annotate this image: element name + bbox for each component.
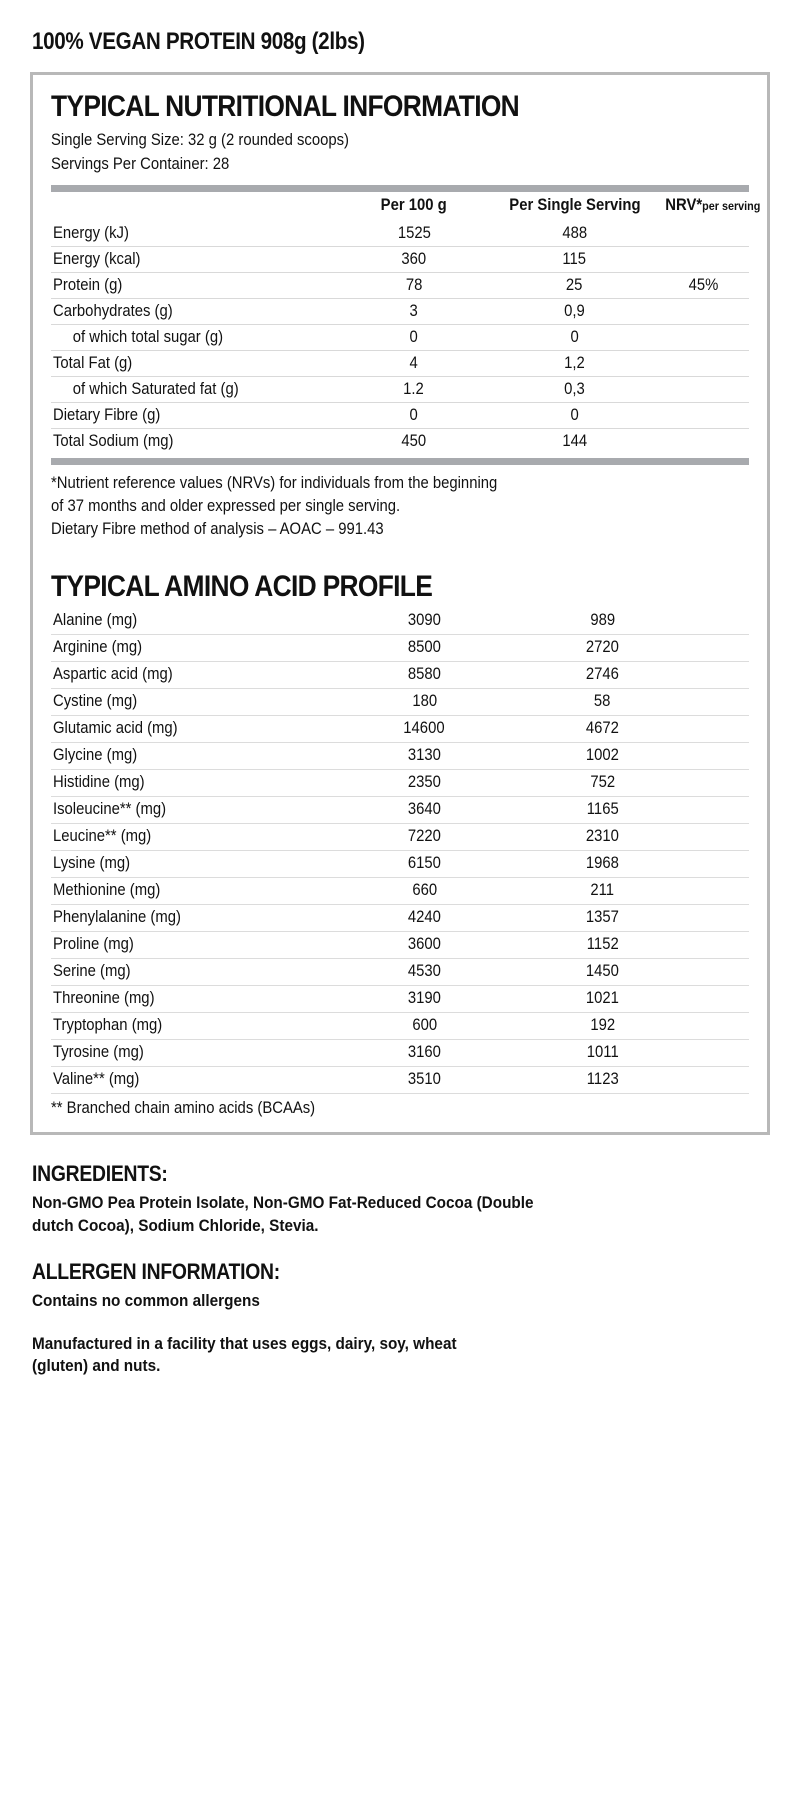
nutrition-panel <box>30 72 770 1135</box>
amino-acid-row-per-serving: 2746 <box>512 661 693 688</box>
nutrition-row-nrv <box>658 351 749 377</box>
amino-acid-row-spacer <box>693 796 749 823</box>
nutrition-row-label: Total Sodium (mg) <box>51 429 337 455</box>
amino-acid-row <box>51 985 749 1012</box>
amino-acid-row <box>51 608 749 635</box>
nutrition-row <box>51 247 749 273</box>
nutritional-information-heading: TYPICAL NUTRITIONAL INFORMATION <box>51 90 520 123</box>
ingredients-heading: INGREDIENTS: <box>32 1160 168 1186</box>
amino-acid-row-spacer <box>693 742 749 769</box>
nutrition-table-header-row <box>51 192 749 221</box>
footnote-line: of 37 months and older expressed per single serving. <box>51 497 401 515</box>
manufacturing-line: Manufactured in a facility that uses eggs, dairy, soy, wheat <box>32 1333 457 1353</box>
nutrition-row-per-100g: 1.2 <box>337 377 491 403</box>
amino-acid-row <box>51 769 749 796</box>
nutrition-row-nrv <box>658 429 749 455</box>
amino-acid-row-label: Serine (mg) <box>51 958 337 985</box>
amino-acid-row-per-serving: 58 <box>512 688 693 715</box>
nutrition-row-label: of which Saturated fat (g) <box>51 377 337 403</box>
nutrition-row-label: of which total sugar (g) <box>51 325 337 351</box>
amino-acid-row-label: Arginine (mg) <box>51 634 337 661</box>
amino-acid-row <box>51 823 749 850</box>
amino-acid-row-per-serving: 2310 <box>512 823 693 850</box>
amino-acid-row-label: Tyrosine (mg) <box>51 1039 337 1066</box>
nutrition-row-label: Total Fat (g) <box>51 351 337 377</box>
amino-acid-row-spacer <box>693 1039 749 1066</box>
amino-acid-row-per-serving: 1152 <box>512 931 693 958</box>
amino-acid-row-per-100g: 4240 <box>337 904 512 931</box>
amino-acid-table-body <box>51 608 749 1093</box>
nutrition-row-nrv <box>658 247 749 273</box>
nutrition-col-per-100g: Per 100 g <box>380 196 447 215</box>
amino-acid-row-per-100g: 3190 <box>337 985 512 1012</box>
nutrition-row-per-100g: 0 <box>337 403 491 429</box>
nutrition-row <box>51 403 749 429</box>
amino-acid-row <box>51 1039 749 1066</box>
nutrition-row-nrv <box>658 403 749 429</box>
amino-acid-row <box>51 661 749 688</box>
nrv-sublabel: per serving <box>702 199 761 214</box>
ingredients-line: dutch Cocoa), Sodium Chloride, Stevia. <box>32 1215 319 1235</box>
amino-acid-row-label: Proline (mg) <box>51 931 337 958</box>
serving-size-line: Single Serving Size: 32 g (2 rounded scoops) <box>51 131 350 150</box>
servings-per-container-line: Servings Per Container: 28 <box>51 154 230 173</box>
ingredients-line: Non-GMO Pea Protein Isolate, Non-GMO Fat-Reduced Cocoa (Double <box>32 1192 534 1212</box>
nutrition-row <box>51 351 749 377</box>
amino-acid-row-label: Threonine (mg) <box>51 985 337 1012</box>
amino-acid-row-per-100g: 8500 <box>337 634 512 661</box>
amino-acid-row <box>51 634 749 661</box>
nutrition-row-per-100g: 3 <box>337 299 491 325</box>
nutrition-row-label: Protein (g) <box>51 273 337 299</box>
amino-acid-row-per-serving: 1165 <box>512 796 693 823</box>
nutrition-table <box>51 192 761 454</box>
amino-acid-row-spacer <box>693 634 749 661</box>
amino-acid-row-per-serving: 1021 <box>512 985 693 1012</box>
nutrition-row <box>51 377 749 403</box>
amino-acid-row-per-serving: 752 <box>512 769 693 796</box>
nutrition-row-per-100g: 4 <box>337 351 491 377</box>
nutrition-row-label: Dietary Fibre (g) <box>51 403 337 429</box>
amino-acid-row-per-100g: 3090 <box>407 611 441 630</box>
nutrition-row <box>51 273 749 299</box>
amino-acid-row-spacer <box>693 608 749 635</box>
amino-acid-row-spacer <box>693 877 749 904</box>
nutrition-table-body <box>51 221 749 454</box>
nutrition-row <box>51 429 749 455</box>
amino-acid-row-label: Phenylalanine (mg) <box>51 904 337 931</box>
nutrition-col-nrv: NRV*per serving <box>665 196 761 215</box>
nutrition-table-bottom-rule <box>51 458 749 465</box>
footnote-line: Dietary Fibre method of analysis – AOAC – 991.43 <box>51 519 384 538</box>
amino-acid-row-spacer <box>693 850 749 877</box>
amino-acid-row-label: Methionine (mg) <box>51 877 337 904</box>
amino-acid-row-label: Glutamic acid (mg) <box>51 715 337 742</box>
nutrition-row-per-100g: 78 <box>337 273 491 299</box>
amino-acid-row-label: Isoleucine** (mg) <box>51 796 337 823</box>
nutrition-row-per-serving: 488 <box>562 224 587 243</box>
amino-acid-row-per-serving: 1968 <box>512 850 693 877</box>
manufacturing-statement <box>32 1333 768 1378</box>
amino-acid-row-spacer <box>693 904 749 931</box>
nutrition-table-top-rule <box>51 185 749 192</box>
amino-acid-row-spacer <box>693 958 749 985</box>
amino-acid-row <box>51 958 749 985</box>
amino-acid-profile-heading: TYPICAL AMINO ACID PROFILE <box>51 569 433 603</box>
amino-acid-row-per-serving: 192 <box>512 1012 693 1039</box>
amino-acid-row-per-serving: 1357 <box>512 904 693 931</box>
amino-acid-row-per-100g: 3600 <box>337 931 512 958</box>
nutrition-row-nrv <box>658 221 749 247</box>
bottom-info-section <box>30 1161 770 1378</box>
amino-acid-row-label: Histidine (mg) <box>51 769 337 796</box>
amino-acid-row-spacer <box>693 985 749 1012</box>
amino-acid-row-per-100g: 3130 <box>337 742 512 769</box>
amino-acid-row-per-100g: 3640 <box>337 796 512 823</box>
amino-acid-table <box>51 608 749 1093</box>
amino-acid-row <box>51 931 749 958</box>
nutrition-col-per-serving: Per Single Serving <box>508 196 641 215</box>
amino-acid-row <box>51 742 749 769</box>
amino-acid-row <box>51 850 749 877</box>
amino-acid-row-per-100g: 8580 <box>337 661 512 688</box>
nutrition-footnotes <box>51 472 749 540</box>
nutrition-row-per-100g: 0 <box>337 325 491 351</box>
amino-acid-row-spacer <box>693 823 749 850</box>
nutrition-row-per-serving: 25 <box>491 273 659 299</box>
footnote-line: *Nutrient reference values (NRVs) for individuals from the beginning <box>51 474 498 493</box>
amino-acid-row-spacer <box>693 688 749 715</box>
amino-acid-row-per-serving: 1011 <box>512 1039 693 1066</box>
nutrition-row-nrv <box>658 299 749 325</box>
nutrition-row-per-serving: 0 <box>491 325 659 351</box>
nutrition-row-per-serving: 0 <box>491 403 659 429</box>
amino-acid-row-spacer <box>693 931 749 958</box>
amino-acid-row-per-100g: 600 <box>337 1012 512 1039</box>
amino-acid-row-spacer <box>693 769 749 796</box>
amino-acid-row <box>51 796 749 823</box>
nutrition-row-per-serving: 115 <box>491 247 659 273</box>
amino-acid-row-per-100g: 3510 <box>337 1066 512 1093</box>
amino-acid-row-label: Tryptophan (mg) <box>51 1012 337 1039</box>
nutrition-row-nrv <box>658 377 749 403</box>
amino-acid-row-per-100g: 3160 <box>337 1039 512 1066</box>
amino-acid-row-per-serving: 1450 <box>512 958 693 985</box>
allergen-line: Contains no common allergens <box>32 1291 260 1311</box>
amino-acid-row-label: Valine** (mg) <box>51 1066 337 1093</box>
nutrition-row-nrv: 45% <box>658 273 749 299</box>
amino-acid-row-per-serving: 211 <box>512 877 693 904</box>
amino-acid-row <box>51 877 749 904</box>
amino-acid-row-per-100g: 6150 <box>337 850 512 877</box>
amino-acid-row <box>51 1066 749 1093</box>
amino-acid-row <box>51 688 749 715</box>
nutrition-row-label: Energy (kJ) <box>53 224 129 243</box>
amino-acid-row-spacer <box>693 661 749 688</box>
amino-acid-row-per-100g: 660 <box>337 877 512 904</box>
amino-acid-row-spacer <box>693 1012 749 1039</box>
manufacturing-line: (gluten) and nuts. <box>32 1356 161 1376</box>
amino-acid-row-label: Alanine (mg) <box>53 611 138 630</box>
nutrition-row-per-serving: 144 <box>491 429 659 455</box>
amino-acid-row <box>51 904 749 931</box>
nutrition-row-label: Energy (kcal) <box>51 247 337 273</box>
amino-acid-row-label: Leucine** (mg) <box>51 823 337 850</box>
amino-acid-row <box>51 715 749 742</box>
nutrition-row-per-100g: 450 <box>337 429 491 455</box>
amino-acid-row-label: Lysine (mg) <box>51 850 337 877</box>
nutrition-row-per-serving: 1,2 <box>491 351 659 377</box>
amino-acid-row <box>51 1012 749 1039</box>
nutrition-row-per-100g: 1525 <box>397 224 431 243</box>
nutrition-col-name <box>51 192 337 221</box>
amino-acid-row-per-100g: 180 <box>337 688 512 715</box>
nutrition-row-per-100g: 360 <box>337 247 491 273</box>
nutrition-row-nrv <box>658 325 749 351</box>
amino-acid-row-per-serving: 2720 <box>512 634 693 661</box>
amino-acid-row-per-100g: 4530 <box>337 958 512 985</box>
product-title: 100% VEGAN PROTEIN 908g (2lbs) <box>32 28 365 55</box>
nutrition-row <box>51 325 749 351</box>
amino-acid-row-label: Glycine (mg) <box>51 742 337 769</box>
amino-acid-row-per-100g: 7220 <box>337 823 512 850</box>
amino-acid-row-per-100g: 14600 <box>337 715 512 742</box>
nutrition-row <box>51 221 749 247</box>
amino-acid-row-per-100g: 2350 <box>337 769 512 796</box>
bcaa-footnote: ** Branched chain amino acids (BCAAs) <box>51 1093 749 1118</box>
amino-acid-row-label: Aspartic acid (mg) <box>51 661 337 688</box>
amino-acid-row-spacer <box>693 715 749 742</box>
ingredients-body <box>32 1192 768 1237</box>
allergen-body <box>32 1290 768 1313</box>
amino-acid-row-per-serving: 989 <box>590 611 615 630</box>
amino-acid-row-label: Cystine (mg) <box>51 688 337 715</box>
nutrition-row <box>51 299 749 325</box>
amino-acid-row-spacer <box>693 1066 749 1093</box>
allergen-information-heading: ALLERGEN INFORMATION: <box>32 1259 280 1285</box>
nutrition-row-per-serving: 0,3 <box>491 377 659 403</box>
nutrition-row-per-serving: 0,9 <box>491 299 659 325</box>
amino-acid-row-per-serving: 4672 <box>512 715 693 742</box>
amino-acid-row-per-serving: 1002 <box>512 742 693 769</box>
nutrition-row-label: Carbohydrates (g) <box>51 299 337 325</box>
amino-acid-row-per-serving: 1123 <box>512 1066 693 1093</box>
